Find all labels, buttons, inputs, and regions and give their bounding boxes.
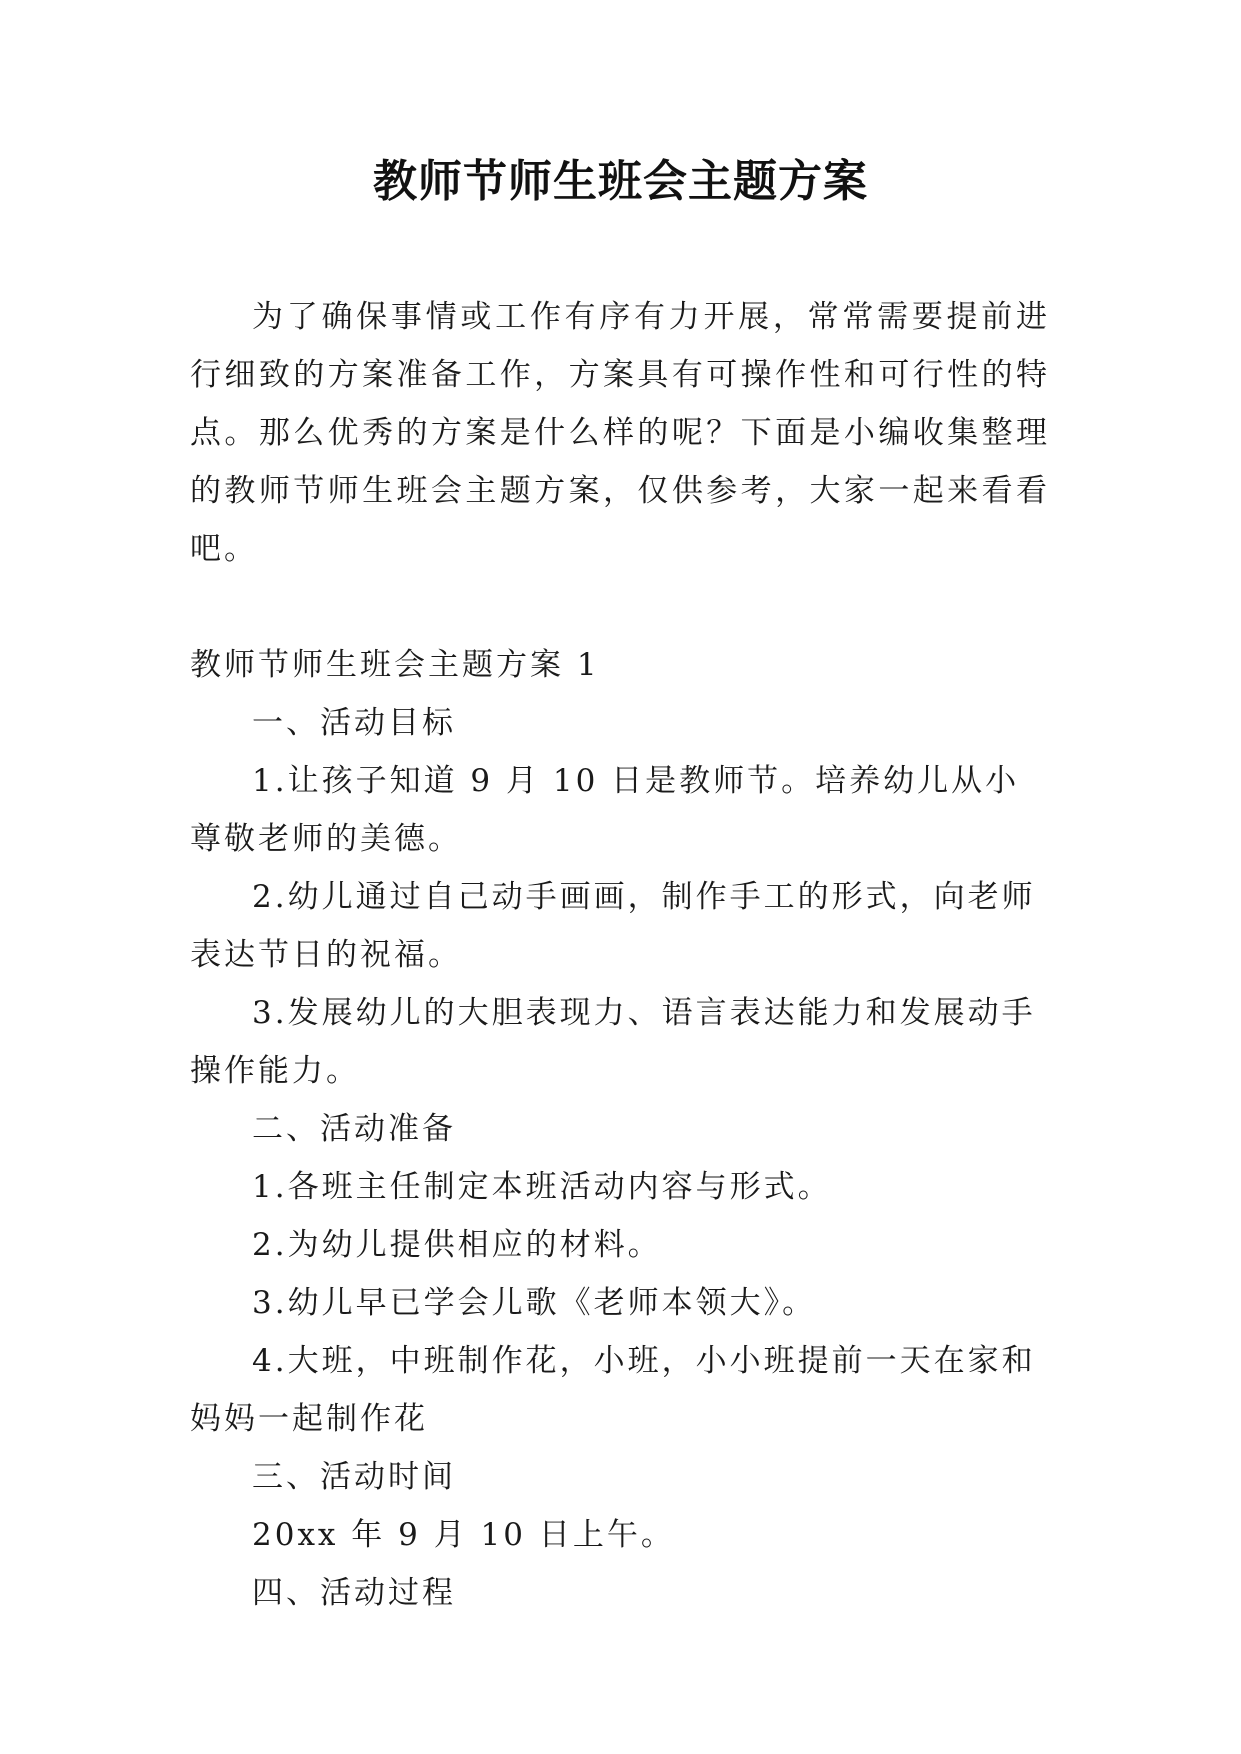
prep-item-1: 1.各班主任制定本班活动内容与形式。 (252, 1169, 832, 1205)
activity-time-value: 20xx 年 9 月 10 日上午。 (252, 1517, 675, 1553)
document-body (190, 288, 1050, 1622)
prep-item-4: 4.大班，中班制作花，小班，小小班提前一天在家和妈妈一起制作花 (190, 1343, 1036, 1437)
heading-activity-time: 三、活动时间 (252, 1459, 456, 1495)
heading-activity-preparation: 二、活动准备 (252, 1111, 456, 1147)
prep-item-2: 2.为幼儿提供相应的材料。 (252, 1227, 662, 1263)
heading-activity-process: 四、活动过程 (252, 1575, 456, 1611)
goal-item-2: 2.幼儿通过自己动手画画，制作手工的形式，向老师表达节日的祝福。 (190, 879, 1036, 973)
goal-item-1: 1.让孩子知道 9 月 10 日是教师节。培养幼儿从小尊敬老师的美德。 (190, 763, 1020, 857)
intro-paragraph: 为了确保事情或工作有序有力开展，常常需要提前进行细致的方案准备工作，方案具有可操作性和可行性的特点。那么优秀的方案是什么样的呢？下面是小编收集整理的教师节师生班会主题方案，仅供参考，大家一起来看看吧。 (190, 299, 1050, 567)
document-title: 教师节师生班会主题方案 (373, 156, 868, 207)
paragraph-spacer (190, 578, 1050, 636)
prep-item-3: 3.幼儿早已学会儿歌《老师本领大》。 (252, 1285, 817, 1321)
section-heading: 教师节师生班会主题方案 1 (190, 647, 600, 683)
heading-activity-goals: 一、活动目标 (252, 705, 456, 741)
goal-item-3: 3.发展幼儿的大胆表现力、语言表达能力和发展动手操作能力。 (190, 995, 1036, 1089)
